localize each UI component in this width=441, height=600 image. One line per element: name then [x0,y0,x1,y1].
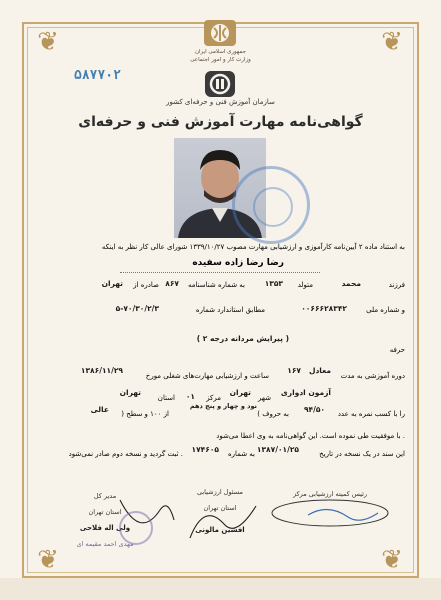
standard-code: ۵-۷۰/۳۰/۲/۳ [115,304,159,313]
left-signatory-name: ولی اله فلاحی [79,524,131,532]
born-label: متولد [297,281,313,289]
organization-name: سازمان آموزش فنی و حرفه‌ای کشور [166,98,275,106]
national-emblem-icon [202,18,238,48]
score-in-words: نود و چهار و پنج دهم [189,402,257,410]
issued-from-label: صادره از [133,281,159,289]
number-label: به شماره [227,450,255,458]
holder-full-name: رضا رضا زاده سفیده [192,258,284,268]
certificate-title: گواهی‌نامه مهارت آموزش فنی و حرفه‌ای [78,114,363,130]
national-code-label: و شماره ملی [366,306,405,314]
middle-signature-icon [184,498,264,550]
middle-signatory-name: افشین مالونی [195,526,245,534]
trade-label: حرفه [389,346,405,354]
left-signatory-province: استان تهران [88,508,122,516]
copy-statement: این سند در یک نسخه در تاریخ [319,450,405,458]
id-number-label: به شماره شناسنامه [188,281,245,289]
trade-name: ( پیرایش مردانه درجه ۲ ) [196,334,289,343]
birth-year: ۱۳۵۳ [264,279,283,288]
corner-ornament-top-left-icon: ❦ [37,27,59,57]
province-label: استان [157,394,175,402]
issue-date: ۱۳۸۷/۰۱/۲۵ [256,445,299,454]
score-intro: را با کسب نمره به عدد [337,410,405,418]
score-words-label: ( به حروف [257,410,289,418]
left-signatory-extra: مهدی احمد مقیمه ای [76,540,134,548]
ministry-line: وزارت کار و امور اجتماعی [190,57,251,63]
corner-ornament-top-right-icon: ❦ [381,27,403,57]
preamble-text: به استناد ماده ۲ آیین‌نامه کارآموزی و ارزشیابی مهارت مصوب ۱۳۳۹/۱۰/۲۷ شورای عالی کار نظر به اینکه [101,243,405,251]
city-label: شهر [258,394,271,402]
left-signatory-title: مدیر کل [93,492,117,500]
exam-center: آزمون ادواری [280,388,331,397]
hours-label: ساعت و ارزشیابی مهارت‌های شغلی مورخ [145,372,269,380]
father-name: محمد [341,279,361,288]
country-line: جمهوری اسلامی ایران [194,49,247,55]
province-name: تهران [119,388,141,397]
achievement-level: عالی [90,405,109,414]
issue-number: ۱۷۴۶۰۵ [191,445,219,454]
center-label: مرکز [206,394,221,402]
score-scale: ) از ۱۰۰ و سطح [121,410,169,418]
official-seal-icon [232,166,310,244]
standard-code-label: مطابق استاندارد شماره [195,306,265,314]
course-label: دوره آموزشی به مدت [340,372,405,380]
middle-signatory-title: مسئول ارزشیابی [196,488,244,496]
issuer-header [0,48,441,64]
serial-number: ۵۸۷۷۰۲ [74,68,121,83]
center-number: ۰۱ [185,392,195,401]
city-name: تهران [229,388,251,397]
child-of-label: فرزند [388,281,405,289]
equivalent-label: معادل [308,366,331,375]
issued-from: تهران [101,279,123,288]
tvto-logo-icon [204,70,236,98]
national-code: ۰۰۶۶۶۲۸۳۴۲ [301,304,347,313]
left-signature-icon [110,480,180,558]
middle-signatory-province: استان تهران [203,504,237,512]
copy-statement-end: ثبت گردید و نسخه دوم صادر نمی‌شود . [68,450,183,458]
corner-ornament-bottom-left-icon: ❦ [37,545,59,575]
right-signature-icon [268,495,398,535]
pass-statement: با موفقیت طی نموده است. این گواهی‌نامه به وی اعطا می‌شود . [216,432,405,440]
assessment-date: ۱۳۸۶/۱۱/۲۹ [80,366,123,375]
corner-ornament-bottom-right-icon: ❦ [381,545,403,575]
name-underline [120,272,320,273]
score-number: ۹۴/۵۰ [303,405,325,414]
bottom-margin [0,578,441,600]
right-signatory-title: رئیس کمیته ارزشیابی مرکز [292,490,368,498]
course-hours: ۱۶۷ [287,366,301,375]
id-number: ۸۶۷ [165,279,179,288]
